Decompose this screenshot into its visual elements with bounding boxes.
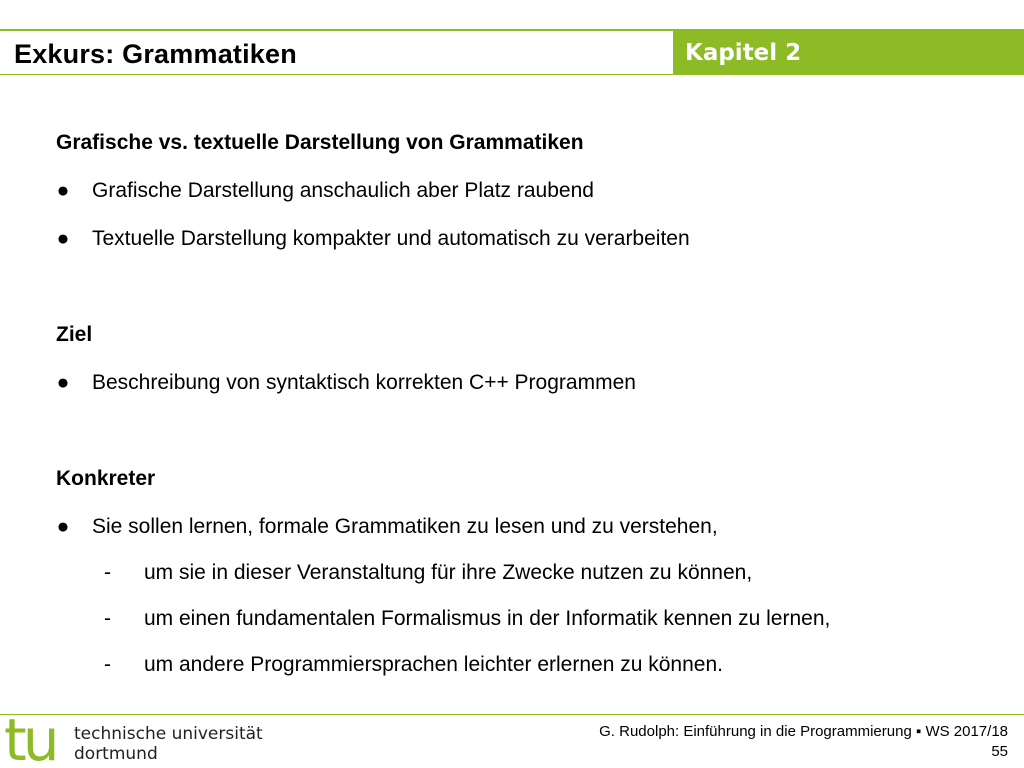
sub-item-text: um sie in dieser Veranstaltung für ihre Zwecke nutzen zu können, [144, 561, 753, 584]
page-number: 55 [991, 743, 1008, 760]
sub-item-text: um andere Programmiersprachen leichter erlernen zu können. [144, 653, 723, 676]
bullet-text: Textuelle Darstellung kompakter und automatisch zu verarbeiten [92, 227, 690, 250]
bullet-text: Grafische Darstellung anschaulich aber Platz raubend [92, 179, 594, 202]
lecture-info: G. Rudolph: Einführung in die Programmierung ▪ WS 2017/18 [599, 723, 1008, 740]
section-heading: Ziel [56, 323, 93, 346]
slide-title: Exkurs: Grammatiken [14, 39, 297, 69]
dash-marker: - [104, 561, 111, 584]
footer-rule [0, 714, 1024, 715]
dash-marker: - [104, 607, 111, 630]
tu-logo-icon [4, 716, 70, 766]
sub-item-text: um einen fundamentalen Formalismus in der Informatik kennen zu lernen, [144, 607, 831, 630]
bullet-icon: ● [56, 179, 70, 202]
bullet-text: Sie sollen lernen, formale Grammatiken zu lesen und zu verstehen, [92, 515, 718, 538]
footer-info [599, 722, 1008, 762]
university-name-line2: dortmund [74, 744, 158, 764]
dash-marker: - [104, 653, 111, 676]
university-name [74, 724, 263, 764]
bullet-icon: ● [56, 227, 70, 250]
university-name-line1: technische universität [74, 724, 263, 744]
bullet-text: Beschreibung von syntaktisch korrekten C++ Programmen [92, 371, 636, 394]
logo-letters: tu [4, 716, 56, 766]
section-heading: Konkreter [56, 467, 156, 490]
bullet-icon: ● [56, 371, 70, 394]
bullet-icon: ● [56, 515, 70, 538]
section-heading: Grafische vs. textuelle Darstellung von Grammatiken [56, 131, 584, 154]
chapter-badge: Kapitel 2 [673, 31, 1024, 75]
